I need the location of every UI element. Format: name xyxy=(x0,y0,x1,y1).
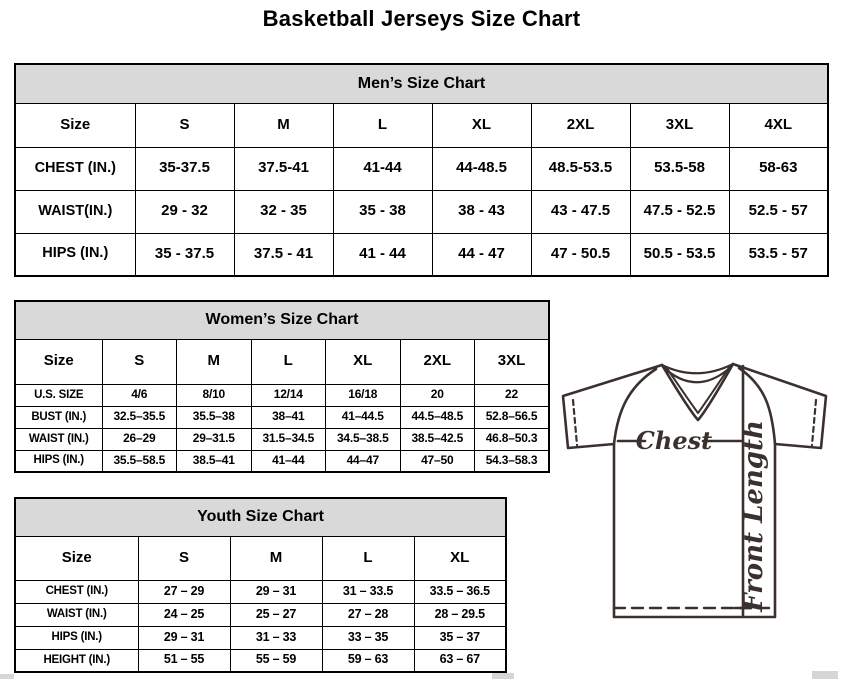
page-edge-artifact xyxy=(812,671,838,679)
mens-value-cell: 32 - 35 xyxy=(234,190,333,233)
mens-value-cell: 35 - 37.5 xyxy=(135,233,234,276)
womens-value-cell: 32.5–35.5 xyxy=(102,406,177,428)
womens-value-cell: 26–29 xyxy=(102,428,177,450)
womens-value-cell: 41–44.5 xyxy=(326,406,401,428)
womens-chart-title: Women’s Size Chart xyxy=(15,301,549,339)
youth-value-cell: 27 – 29 xyxy=(138,580,230,603)
mens-size-header: Size xyxy=(15,103,135,147)
womens-row-label: HIPS (IN.) xyxy=(15,450,102,472)
womens-value-cell: 31.5–34.5 xyxy=(251,428,326,450)
womens-size-col: S xyxy=(102,339,177,384)
womens-value-cell: 22 xyxy=(475,384,550,406)
womens-size-chart-table xyxy=(14,300,550,473)
page-title: Basketball Jerseys Size Chart xyxy=(262,6,581,31)
mens-value-cell: 44 - 47 xyxy=(432,233,531,276)
womens-row-label: U.S. SIZE xyxy=(15,384,102,406)
mens-size-chart-table xyxy=(14,63,829,277)
youth-size-chart-table xyxy=(14,497,507,673)
womens-size-header: Size xyxy=(15,339,102,384)
mens-value-cell: 29 - 32 xyxy=(135,190,234,233)
mens-value-cell: 38 - 43 xyxy=(432,190,531,233)
mens-value-cell: 43 - 47.5 xyxy=(531,190,630,233)
womens-row-label: WAIST (IN.) xyxy=(15,428,102,450)
womens-size-col: M xyxy=(177,339,252,384)
youth-value-cell: 55 – 59 xyxy=(230,649,322,672)
youth-value-cell: 29 – 31 xyxy=(230,580,322,603)
mens-value-cell: 53.5-58 xyxy=(630,147,729,190)
youth-value-cell: 28 – 29.5 xyxy=(414,603,506,626)
youth-size-col: S xyxy=(138,536,230,580)
womens-size-col: L xyxy=(251,339,326,384)
mens-size-col: L xyxy=(333,103,432,147)
chest-label: Chest xyxy=(635,426,713,455)
youth-size-header: Size xyxy=(15,536,138,580)
womens-value-cell: 12/14 xyxy=(251,384,326,406)
womens-value-cell: 47–50 xyxy=(400,450,475,472)
youth-value-cell: 35 – 37 xyxy=(414,626,506,649)
jersey-outline xyxy=(563,364,826,617)
youth-row-label: CHEST (IN.) xyxy=(15,580,138,603)
womens-value-cell: 54.3–58.3 xyxy=(475,450,550,472)
mens-size-col: 4XL xyxy=(729,103,828,147)
womens-value-cell: 38.5–41 xyxy=(177,450,252,472)
mens-value-cell: 48.5-53.5 xyxy=(531,147,630,190)
youth-value-cell: 31 – 33.5 xyxy=(322,580,414,603)
youth-chart-title: Youth Size Chart xyxy=(15,498,506,536)
womens-size-col: 2XL xyxy=(400,339,475,384)
youth-value-cell: 63 – 67 xyxy=(414,649,506,672)
youth-row-label: HIPS (IN.) xyxy=(15,626,138,649)
mens-size-col: 3XL xyxy=(630,103,729,147)
youth-size-col: L xyxy=(322,536,414,580)
youth-value-cell: 33.5 – 36.5 xyxy=(414,580,506,603)
mens-value-cell: 35-37.5 xyxy=(135,147,234,190)
mens-value-cell: 44-48.5 xyxy=(432,147,531,190)
womens-value-cell: 52.8–56.5 xyxy=(475,406,550,428)
mens-value-cell: 50.5 - 53.5 xyxy=(630,233,729,276)
womens-size-col: 3XL xyxy=(475,339,550,384)
mens-value-cell: 41-44 xyxy=(333,147,432,190)
youth-size-col: XL xyxy=(414,536,506,580)
womens-value-cell: 16/18 xyxy=(326,384,401,406)
youth-value-cell: 31 – 33 xyxy=(230,626,322,649)
page-edge-artifact xyxy=(0,674,14,679)
youth-row-label: WAIST (IN.) xyxy=(15,603,138,626)
youth-value-cell: 25 – 27 xyxy=(230,603,322,626)
left-cuff-dashed-line xyxy=(573,400,577,445)
mens-size-col: S xyxy=(135,103,234,147)
collar-back-arc xyxy=(662,364,733,373)
youth-size-col: M xyxy=(230,536,322,580)
mens-value-cell: 53.5 - 57 xyxy=(729,233,828,276)
youth-value-cell: 29 – 31 xyxy=(138,626,230,649)
mens-size-col: 2XL xyxy=(531,103,630,147)
mens-value-cell: 47 - 50.5 xyxy=(531,233,630,276)
youth-row-label: HEIGHT (IN.) xyxy=(15,649,138,672)
mens-value-cell: 37.5-41 xyxy=(234,147,333,190)
mens-value-cell: 47.5 - 52.5 xyxy=(630,190,729,233)
mens-value-cell: 41 - 44 xyxy=(333,233,432,276)
mens-chart-title: Men’s Size Chart xyxy=(15,64,828,103)
mens-row-label: CHEST (IN.) xyxy=(15,147,135,190)
youth-value-cell: 51 – 55 xyxy=(138,649,230,672)
mens-value-cell: 52.5 - 57 xyxy=(729,190,828,233)
youth-value-cell: 59 – 63 xyxy=(322,649,414,672)
womens-value-cell: 34.5–38.5 xyxy=(326,428,401,450)
mens-value-cell: 35 - 38 xyxy=(333,190,432,233)
mens-size-col: M xyxy=(234,103,333,147)
mens-size-col: XL xyxy=(432,103,531,147)
mens-row-label: WAIST(IN.) xyxy=(15,190,135,233)
womens-value-cell: 29–31.5 xyxy=(177,428,252,450)
womens-value-cell: 46.8–50.3 xyxy=(475,428,550,450)
womens-value-cell: 8/10 xyxy=(177,384,252,406)
youth-value-cell: 24 – 25 xyxy=(138,603,230,626)
right-cuff-dashed-line xyxy=(812,400,816,445)
youth-value-cell: 33 – 35 xyxy=(322,626,414,649)
womens-value-cell: 35.5–38 xyxy=(177,406,252,428)
page-edge-artifact xyxy=(492,673,514,679)
womens-value-cell: 38–41 xyxy=(251,406,326,428)
womens-value-cell: 35.5–58.5 xyxy=(102,450,177,472)
womens-size-col: XL xyxy=(326,339,401,384)
mens-row-label: HIPS (IN.) xyxy=(15,233,135,276)
womens-value-cell: 44.5–48.5 xyxy=(400,406,475,428)
womens-value-cell: 41–44 xyxy=(251,450,326,472)
womens-value-cell: 38.5–42.5 xyxy=(400,428,475,450)
womens-value-cell: 44–47 xyxy=(326,450,401,472)
mens-value-cell: 37.5 - 41 xyxy=(234,233,333,276)
youth-value-cell: 27 – 28 xyxy=(322,603,414,626)
front-length-label: Front Length xyxy=(739,420,769,612)
mens-value-cell: 58-63 xyxy=(729,147,828,190)
jersey-measurement-diagram xyxy=(552,358,840,626)
womens-value-cell: 4/6 xyxy=(102,384,177,406)
womens-row-label: BUST (IN.) xyxy=(15,406,102,428)
womens-value-cell: 20 xyxy=(400,384,475,406)
